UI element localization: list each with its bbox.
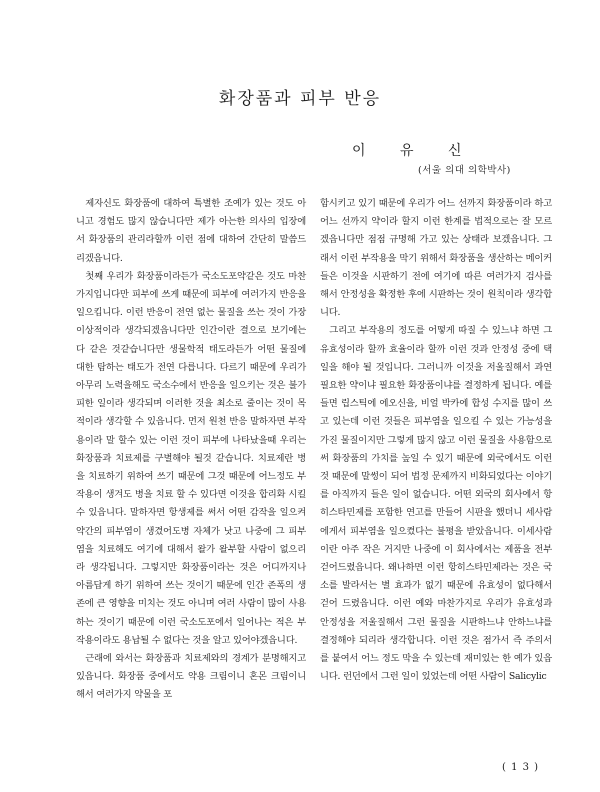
article-title: 화장품과 피부 반응 — [218, 89, 382, 109]
paragraph: 첫째 우리가 화장품이라든가 국소도포약같은 것도 마찬가지입니다만 피부에 쓰게 때문에 피부에 여러가지 반응을 일으킵니다. 이런 반응이 전연 없는 물질을 쓰는 것이 가장 이상적이라 생각되겠읍니다만 인간이란 결으로 보기에는 다 같은 것같습니다만 생물학적 태도라든가 어떤 물질에 대한 탐하는 태도가 전연 다릅니다. 다르기 때문에 우리가 아무리 노력을해도 국소수에서 반응을 일으키는 것은 불가피한 일이라 생각되며 이러한 것을 최소로 줄이는 것이 목적이라 생각할 수 있읍니다. 먼저 원천 반응 말하자면 부작용이라 말 할수 있는 이런 것이 피부에 나타났을때 우리는 화장품과 치료제를 구별해야 될것 같습니다. 치료제란 병을 치료하기 위하여 쓰기 때문에 그것 때문에 어느정도 부작용이 생겨도 병을 치료 할 수 있다면 이것을 합리화 시킬 수 있읍니다. 말하자면 항생제를 써서 어떤 감작을 일으켜 약간의 피부염이 생겼어도병 자체가 낫고 나중에 그 피부염을 치료해도 여기에 대해서 왈가 왈부할 사람이 없으리라 생각됩니다. 그렇지만 화장품이라는 것은 어디까지나 아름답게 하기 위하여 쓰는 것이기 때문에 인간 존폭의 생존에 큰 영향을 미치는 것도 아니며 여러 사람이 많이 사용하는 것이기 때문에 이런 국소도포에서 일어나는 적은 부작용이라도 용납될 수 없다는 것을 알고 있어야겠읍니다. — [76, 270, 306, 646]
right-column — [320, 195, 552, 686]
author-affiliation: (서울 의대 의학박사) — [418, 165, 511, 176]
author-name: 이 유 신 — [352, 143, 462, 159]
paragraph: 그리고 부작용의 정도를 어떻게 따질 수 있느냐 하면 그 유효성이라 할까 효율이라 할까 이런 것과 안정성 중에 택일을 해야 될 것입니다. 그러니까 이것을 저울질해서 과연 필요한 약이냐 필요한 화장품이냐를 결정하게 됩니다. 예를들면 립스틱에 에오신을, 비얼 박카에 합성 수지를 많이 쓰고 있는데 이런 것들은 피부염을 일으킬 수 있는 가능성을 가진 물질이지만 그렇게 많지 않고 이런 물질을 사용함으로써 화장품의 가치를 높일 수 있기 때문에 외국에서도 이런 것 때문에 말썽이 되어 법정 문제까지 비화되었다는 이야기를 아직까지 들은 일이 없습니다. 어떤 외국의 회사에서 항히스타민제를 포함한 연고를 만들어 시판을 했더니 세사람에게서 피부염을 일으켰다는 불평을 받았읍니다. 이세사람이란 아주 작은 거지만 나중에 이 회사에서는 제품을 전부 걷어드렸읍니다. 왜나하면 이런 항히스타민제라는 것은 국소를 발라서는 별 효과가 없기 때문에 유효성이 없다해서 걷어 드렸읍니다. 이런 예와 마찬가지로 우리가 유효성과 안정성을 저울질해서 그런 물질을 시판하느냐 안하느냐를 결정해야 되리라 생각합니다. 이런 것은 점가서 즉 주의서를 붙여서 어느 정도 막을 수 있는데 재미있는 한 예가 있읍니다. 런던에서 그런 일이 있었는데 어떤 사람이 Salicylic — [320, 325, 552, 683]
page-number: ( 1 3 ) — [502, 762, 540, 773]
paragraph: 함시키고 있기 때문에 우리가 어느 선까지 화장품이라 하고 어느 선까지 약이라 할지 이런 한계를 법적으로는 잘 모르겠읍니다만 점점 규명해 가고 있는 상태라 보겠읍니다. 그래서 이런 부작용을 막기 위해서 화장품을 생산하는 메이커들은 이것을 시판하기 전에 여기에 따른 여러가지 검사를 해서 안정성을 확정한 후에 시판하는 것이 원칙이라 생각합니다. — [320, 198, 552, 319]
paragraph: 근래에 와서는 화장품과 치료제와의 경계가 분명해지고 있읍니다. 화장품 중에서도 약용 크림이니 혼몬 크림이니 해서 여러가지 약물을 포 — [76, 653, 306, 701]
paragraph: 제자신도 화장품에 대하여 특별한 조예가 있는 것도 아니고 경험도 많지 않습니다만 제가 아는한 의사의 입장에서 화장품의 관리라할까 이런 점에 대하여 간단히 말씀드리겠읍니다. — [76, 198, 306, 264]
left-column — [76, 195, 306, 705]
